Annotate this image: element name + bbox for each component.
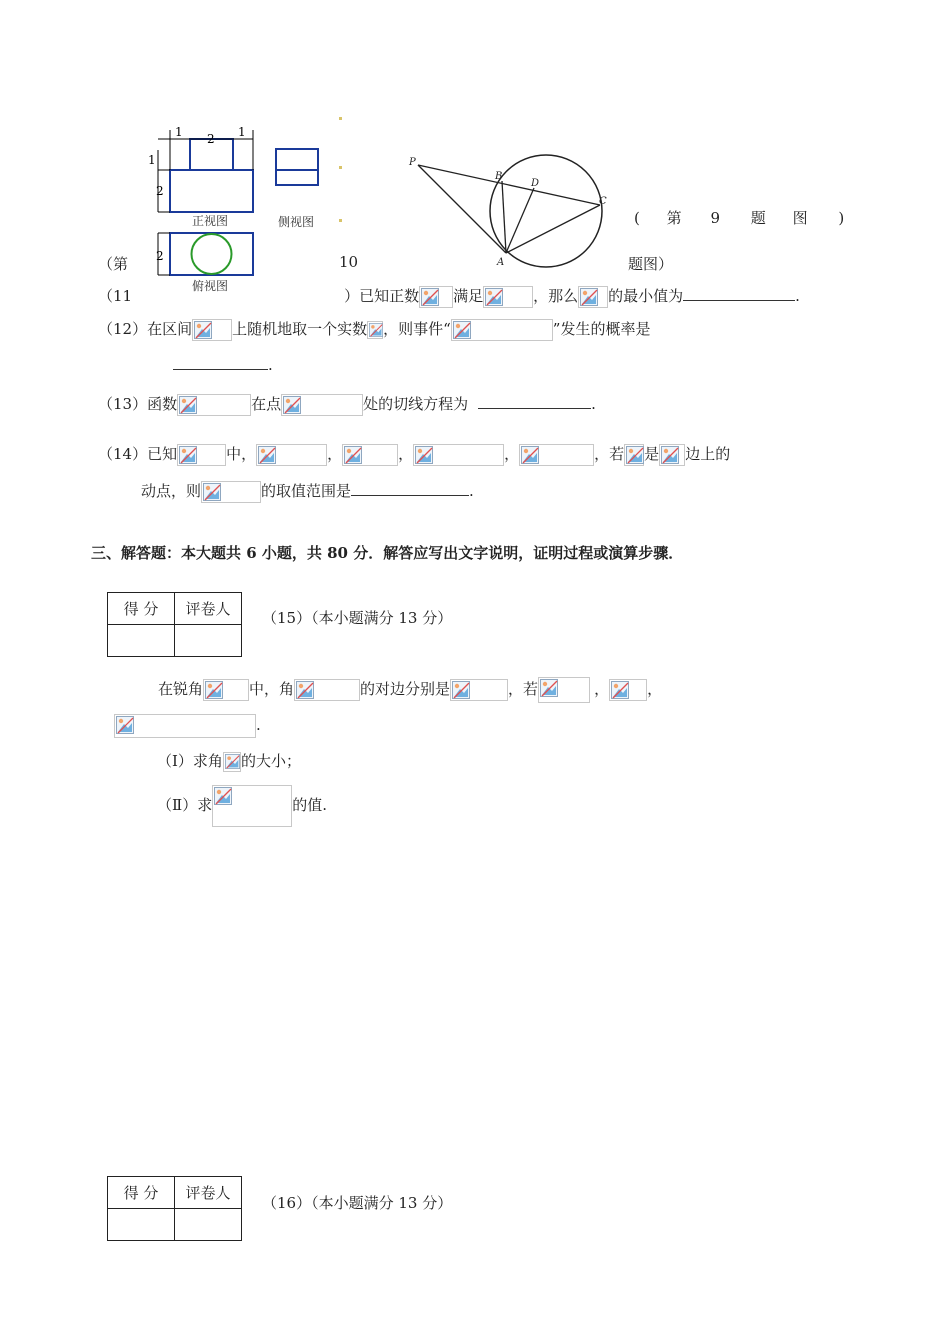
grader-header: 评卷人 bbox=[175, 1177, 242, 1209]
formula-image bbox=[342, 444, 398, 466]
formula-image bbox=[256, 444, 327, 466]
formula-image bbox=[192, 319, 232, 341]
section-3-heading: 三、解答题：本大题共 6 小题，共 80 分．解答应写出文字说明，证明过程或演算步骤． bbox=[91, 544, 684, 562]
formula-image bbox=[177, 394, 251, 416]
point-p-label: P bbox=[409, 157, 416, 168]
broken-image-icon bbox=[421, 288, 439, 306]
formula-image bbox=[114, 714, 256, 738]
broken-image-icon bbox=[415, 446, 433, 464]
formula-image bbox=[578, 286, 608, 308]
formula-image bbox=[451, 319, 553, 341]
answer-blank bbox=[478, 394, 591, 409]
formula-image bbox=[419, 286, 453, 308]
dim-mid-label: 2 bbox=[207, 132, 215, 146]
formula-image bbox=[483, 286, 533, 308]
broken-image-icon bbox=[179, 396, 197, 414]
dim-vtopview-label: 2 bbox=[156, 249, 164, 263]
broken-image-icon bbox=[485, 288, 503, 306]
formula-image bbox=[203, 679, 249, 701]
front-view-label: 正视图 bbox=[192, 214, 229, 228]
formula-image bbox=[281, 394, 363, 416]
broken-image-icon bbox=[611, 681, 629, 699]
grader-cell bbox=[175, 1209, 242, 1241]
broken-image-icon bbox=[179, 446, 197, 464]
score-header: 得 分 bbox=[108, 1177, 175, 1209]
q12-answer-line: . bbox=[173, 355, 273, 374]
answer-blank bbox=[173, 355, 268, 370]
formula-image bbox=[519, 444, 594, 466]
broken-image-icon bbox=[521, 446, 539, 464]
side-view-label: 侧视图 bbox=[278, 215, 315, 229]
score-header: 得 分 bbox=[108, 593, 175, 625]
score-cell bbox=[108, 1209, 175, 1241]
broken-image-icon bbox=[661, 446, 679, 464]
formula-image bbox=[201, 481, 261, 503]
point-a-label: A bbox=[497, 257, 505, 268]
top-view-label: 俯视图 bbox=[192, 279, 229, 293]
q15-statement: 在锐角 中，角 的对边分别是 ，若 ， ， bbox=[158, 677, 662, 703]
answer-blank bbox=[351, 481, 469, 496]
formula-image bbox=[609, 679, 647, 701]
formula-image bbox=[624, 444, 644, 466]
circle-figure bbox=[400, 150, 615, 270]
grader-header: 评卷人 bbox=[175, 593, 242, 625]
q15-statement-line2: . bbox=[114, 714, 261, 738]
formula-image bbox=[212, 785, 292, 827]
answer-blank bbox=[683, 286, 795, 301]
dim-vtop-label: 1 bbox=[148, 153, 156, 167]
broken-image-icon bbox=[452, 681, 470, 699]
broken-image-icon bbox=[580, 288, 598, 306]
score-table bbox=[107, 592, 242, 657]
broken-image-icon bbox=[369, 323, 383, 337]
point-c-label: C bbox=[599, 196, 607, 207]
q15-header: （15）（本小题满分 13 分） bbox=[262, 609, 453, 627]
q10-caption-right: 题图） bbox=[628, 255, 674, 273]
broken-image-icon bbox=[205, 681, 223, 699]
formula-image bbox=[659, 444, 685, 466]
dim-right-label: 1 bbox=[238, 125, 246, 139]
formula-image bbox=[294, 679, 360, 701]
broken-image-icon bbox=[296, 681, 314, 699]
broken-image-icon bbox=[116, 716, 134, 734]
question-14: （14）已知 中， ， ， ， ，若 是 边上的 bbox=[98, 443, 730, 466]
broken-image-icon bbox=[344, 446, 362, 464]
q10-caption-num: 10 bbox=[339, 253, 359, 271]
broken-image-icon bbox=[283, 396, 301, 414]
broken-image-icon bbox=[194, 321, 212, 339]
broken-image-icon bbox=[203, 483, 221, 501]
grader-cell bbox=[175, 625, 242, 657]
dim-vfront-label: 2 bbox=[156, 184, 164, 198]
q15-part-1: （Ⅰ）求角 的大小； bbox=[157, 752, 301, 770]
broken-image-icon bbox=[225, 754, 240, 769]
q9-caption: ( 第 9 题 图 ) bbox=[634, 209, 845, 227]
question-12: （12）在区间 上随机地取一个实数 ，则事件“ ”发生的概率是 bbox=[98, 318, 650, 341]
formula-image bbox=[223, 752, 241, 772]
formula-image bbox=[177, 444, 226, 466]
question-13: （13）函数 在点 处的切线方程为 . bbox=[98, 393, 596, 416]
broken-image-icon bbox=[214, 787, 232, 805]
formula-image bbox=[450, 679, 508, 701]
q16-header: （16）（本小题满分 13 分） bbox=[262, 1194, 453, 1212]
point-d-label: D bbox=[531, 178, 540, 189]
point-b-label: B bbox=[495, 171, 503, 182]
q10-caption-left: （第 bbox=[98, 255, 129, 273]
question-11: （11 ）已知正数 满足 ，那么 的最小值为 . bbox=[98, 285, 800, 308]
score-cell bbox=[108, 625, 175, 657]
broken-image-icon bbox=[453, 321, 471, 339]
broken-image-icon bbox=[626, 446, 644, 464]
question-14-line2: 动点，则 的取值范围是 . bbox=[141, 480, 474, 503]
formula-image bbox=[538, 677, 590, 703]
score-table bbox=[107, 1176, 242, 1241]
three-view-figure bbox=[140, 122, 340, 297]
dim-left-label: 1 bbox=[175, 125, 183, 139]
formula-image bbox=[413, 444, 504, 466]
formula-image bbox=[367, 321, 383, 339]
broken-image-icon bbox=[540, 679, 558, 697]
q15-part-2: （Ⅱ）求 的值. bbox=[157, 785, 327, 827]
broken-image-icon bbox=[258, 446, 276, 464]
